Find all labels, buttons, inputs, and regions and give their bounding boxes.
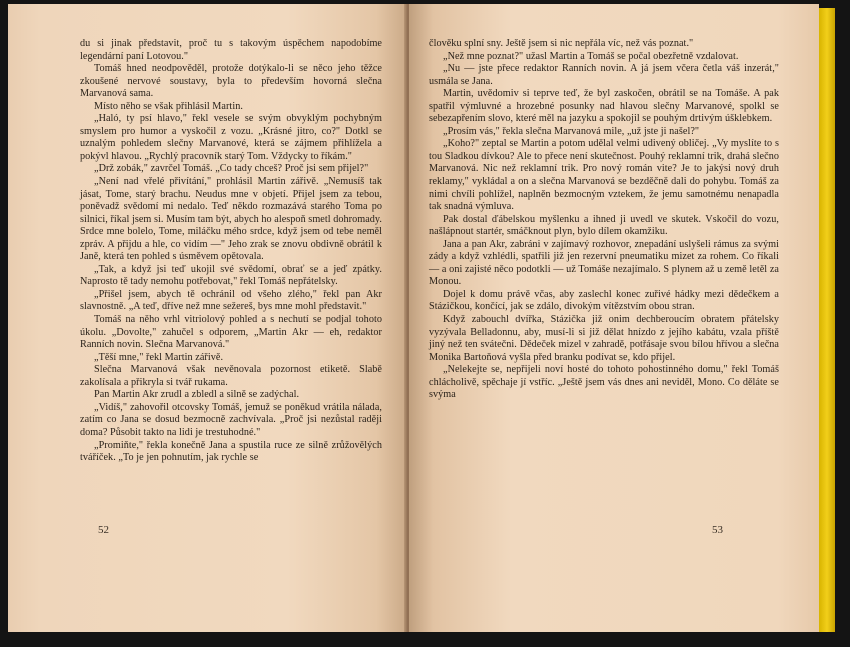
paragraph: „Koho?" zeptal se Martin a potom udělal velmi udivený obličej. „Vy myslíte to s tou Sladkou dívkou? Ale to přece není skutečnost. Pouhý reklamní trik, drahá slečno Marvanová. Nic než reklamní trik. Pro nový román vite? Je to jakýsi nový druh reklamy," vykládal a on a slečna Marvanová se bezděčně dali do pohybu. Tomáš za nimi chvíli pohlížel, naplněn bezmocným vztekem, že jemu samotnému nenapadla tak snadná výmluva.: [429, 138, 779, 213]
right-page-text: [429, 38, 779, 402]
page-number-left: 52: [98, 524, 109, 536]
paragraph: „Není nad vřelé přivítání," prohlásil Martin zářivě. „Nemusíš tak jásat, Tome, starý brachu. Neudus mne v objetí. Přijel jsem za tebou, poněvadž svědomí mi nedalo. Teď někdo rozmazává starého Toma po silnici, říkal jsem si. Musím tam být, abych ho alespoň smetl dohromady. Srdce mne bolelo, Tome, miláčku mého srdce, když jsem od tebe neměl zpráv. A přijdu a hle, co vidím —" Jeho zrak se znovu obdivně obrátil k Janě, která ten pohled s úsměvem opětovala.: [80, 176, 383, 263]
paragraph: „Drž zobák," zavrčel Tomáš. „Co tady chceš? Proč jsi sem přijel?": [94, 163, 369, 175]
paragraph: „Než mne poznat?" užasl Martin a Tomáš se počal obezřetně vzdalovat.: [443, 50, 739, 62]
paragraph: Jana a pan Akr, zabráni v zajímavý rozhovor, znepadání uslyšeli rámus za svými zády a když vzhlédli, spatřili již jen rezervní pneumatiku mizet za rohem. Co říkali — a oni zajisté něco podotkli — už Tomáše nezajímalo. S plynem až u země letěl za Monou.: [429, 238, 779, 288]
paragraph: „Nelekejte se, nepřijeli noví hosté do tohoto pohostinného domu," řekl Tomáš chlácholivě, spěchaje jí vstříc. „Ještě jsem vás dnes ani neviděl, Mono. Co děláte se svýma: [429, 364, 779, 401]
paragraph: „Přišel jsem, abych tě ochránil od všeho zlého," řekl pan Akr slavnostně. „A teď, dříve než mne sežereš, bys mne mohl představit.": [80, 288, 382, 313]
paragraph: Dojel k domu právě včas, aby zaslechl konec zuřivé hádky mezi dědečkem a Stázičkou, končící, jak se zdálo, divokým vítězstvím obou stran.: [429, 288, 779, 313]
paragraph: Pan Martin Akr zrudl a zbledl a silně se zadýchal.: [94, 389, 300, 401]
paragraph: „Tak, a když jsi teď ukojil své svědomí, obrať se a jeď zpátky. Naprosto tě tady nemohu potřebovat," řekl Tomáš nepřátelsky.: [80, 263, 382, 288]
paragraph: Tomáš hned neodpověděl, protože dotýkalo-li se něco jeho těžce zkoušené nervové soustavy, byla to především hovorná slečna Marvanová sama.: [80, 63, 382, 100]
right-page: [409, 4, 819, 632]
paragraph: Když zabouchl dvířka, Stázička již onim dechberoucím obratem přátelsky vyzývala Belladonnu, aby, musí-li si již dělat hnízdo z jejího kabátu, vzala příště jiný než ten svátečni. Dědeček mizel v zahradě, potřásaje svou bílou hřívou a slečna Monika Bartoňová vyšla před branku podívat se, kdo přijel.: [429, 314, 779, 363]
paragraph: du si jinak představit, proč tu s takovým úspěchem napodobíme legendární paní Lotovou.": [80, 38, 382, 62]
paragraph: „Těší mne," řekl Martin zářivě.: [94, 351, 224, 363]
left-page: [8, 4, 408, 632]
left-page-text: [80, 38, 382, 465]
paragraph: Pak dostal ďábelskou myšlenku a ihned ji uvedl ve skutek. Vskočil do vozu, našlápnout startér, smáčknout plyn, bylo dílem okamžiku.: [429, 213, 779, 238]
paragraph: „Nu — jste přece redaktor Ranních novin. A já jsem včera četla váš inzerát," usmála se Jana.: [429, 63, 779, 87]
paragraph: člověku splní sny. Ještě jsem si nic nepřála víc, než vás poznat.": [429, 38, 694, 49]
paragraph: „Haló, ty psí hlavo," řekl vesele se svým obvyklým pochybným smyslem pro humor a vyskočil z vozu. „Krásné jitro, co?" Dotkl se uznalým pohledem slečny Marvanové, která se zájmem přihlížela a pokývl hlavou. „Rychlý pracovník starý Tom. Vždycky to říkám.": [80, 113, 382, 162]
paragraph: „Prosím vás," řekla slečna Marvanová mile, „už jste ji našel?": [443, 125, 700, 137]
paragraph: „Promiňte," řekla konečně Jana a spustila ruce ze silně zrůžovělých tváříček. „To je jen pohnutím, jak rychle se: [80, 439, 382, 464]
book-page-edge: [819, 8, 835, 632]
paragraph: Slečna Marvanová však nevěnovala pozornost etiketě. Slabě zakolísala a přikryla si tvář rukama.: [80, 364, 382, 388]
page-number-right: 53: [712, 524, 723, 536]
paragraph: Tomáš na něho vrhl vitriolový pohled a s nechutí se podjal tohoto úkolu. „Dovolte," zahučel s odporem, „Martin Akr — eh, redaktor Ranních novin. Slečna Marvanová.": [80, 314, 382, 351]
paragraph: Místo něho se však přihlásil Martin.: [94, 100, 243, 112]
paragraph: „Vidíš," zahovořil otcovsky Tomáš, jemuž se poněkud vrátila nálada, zatím co Jana se dosud bezmocně zachvívala. „Proč jsi nezůstal raději doma? Působit takto na lidi je trestuhodné.": [80, 401, 382, 438]
paragraph: Martin, uvědomiv si teprve teď, že byl zaskočen, obrátil se na Tomáše. A pak spatřil výmluvné a hrozebné posunky nad hlavou slečny Marvanové, spolkl se sebezapřením slovo, které měl na jazyku a spokojil se pouhým drtivým úšklebkem.: [429, 88, 779, 125]
